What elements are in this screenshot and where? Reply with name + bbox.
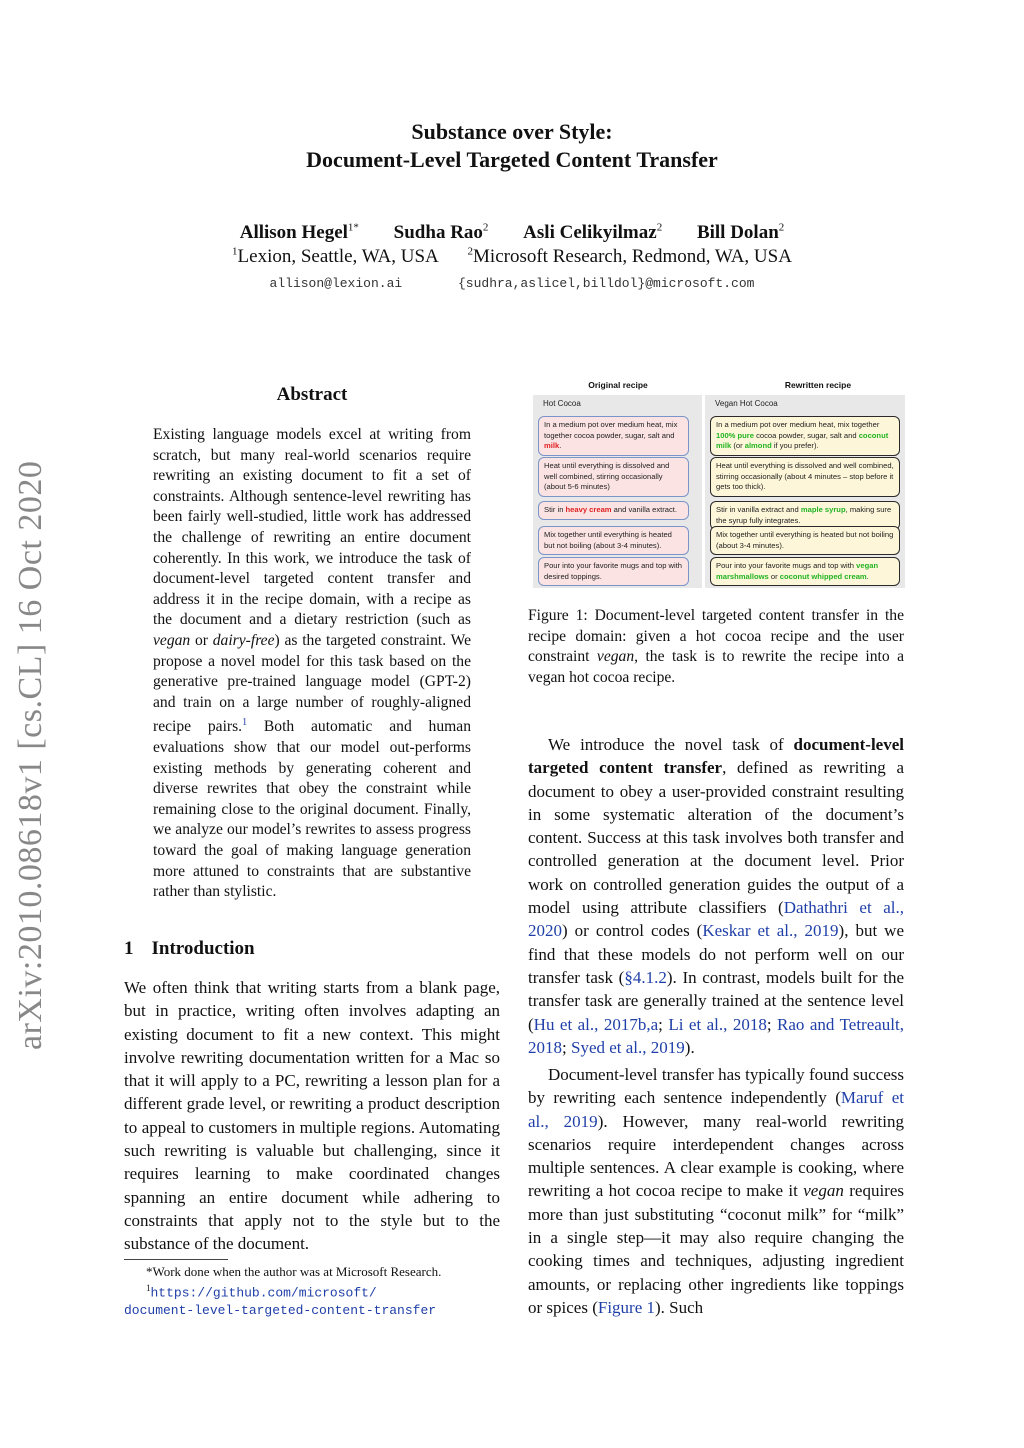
step-text: . [866,571,869,581]
step-text: and vanilla extract. [611,505,677,514]
emphasis: vegan [153,631,191,649]
highlight-added: coconut milk [716,430,889,450]
step-text: . [559,441,562,450]
text-span: ). Such [655,1297,704,1317]
original-recipe-title: Original recipe [588,380,648,390]
step-text: (or [731,441,745,450]
text-span: ). However, many real-world rewriting scenarios require interdependent changes across multiple sentences. A clear example is cooking, where rewriting a hot cocoa recipe to make it [528,1111,904,1201]
highlight-removed: milk [544,441,560,450]
affiliation [468,246,792,267]
caption-text: , the task is to rewrite the recipe into a vegan hot cocoa recipe. [528,648,905,686]
author-sup: 2 [656,222,663,234]
rewritten-recipe-title: Rewritten recipe [784,380,852,390]
footnotes [124,1263,504,1319]
author-sup: 2 [482,222,489,234]
citation-link[interactable]: Maruf et al., 2019 [528,1088,904,1131]
highlight-added: almond [744,441,772,450]
footnote-mark[interactable]: 1 [242,717,248,729]
citation-link[interactable]: Li et al., 2018 [668,1014,767,1034]
text-span: ; [766,1014,778,1034]
arxiv-stamp: arXiv:2010.08618v1 [cs.CL] 16 Oct 2020 [12,460,49,1050]
author-name: Asli Celikyilmaz [523,222,657,244]
email[interactable]: {sudhra,aslicel,billdol}@microsoft.com [457,276,755,291]
step-text: In a medium pot over medium heat, mix together cocoa powder, sugar, salt and [544,420,678,440]
text-span: ; [658,1014,669,1034]
figure-link[interactable]: Figure 1 [597,1297,656,1317]
footnote-1 [124,1280,504,1301]
text-span: ). [684,1037,695,1057]
citation-link[interactable]: Rao and Tetreault, 2018 [528,1014,904,1057]
author [697,222,784,243]
caption-text: Figure 1: Document-level targeted content transfer in the recipe domain: given a hot cocoa recipe and the user constraint [528,607,904,666]
author [523,222,662,243]
text-span: ). In contrast, models built for the transfer task are generally trained at the sentence level ( [528,967,904,1034]
footnote-star: *Work done when the author was at Microsoft Research. [146,1264,442,1279]
recipe-step: Pour into your favorite mugs and top with desired toppings. [538,557,689,586]
affiliations [0,246,1024,268]
section-heading [124,938,255,960]
email[interactable]: allison@lexion.ai [269,276,403,291]
author-name: Sudha Rao [393,222,483,244]
text-span: Existing language models excel at writing from scratch, but many real-world scenarios require rewriting an existing document to fit a set of constraints. Although sentence-level rewriting has been fairly well-studied, little work has addressed the challenge of rewriting an entire document coherently. In this work, we introduce the task of document-level targeted content transfer and address it in the recipe domain, with a recipe as the document and a dietary restriction (such as [153,426,471,629]
citation-link[interactable]: Keskar et al., 2019 [702,921,839,941]
original-recipe-panel [533,395,702,588]
original-recipe-name: Hot Cocoa [543,399,581,408]
citation-link[interactable]: Syed et al., 2019 [570,1037,685,1057]
recipe-step [538,501,689,520]
author-name: Allison Hegel [239,222,348,244]
recipe-step: Mix together until everything is heated but not boiling (about 3-4 minutes). [710,526,900,555]
citation-link[interactable]: Hu et al., 2017b,a [533,1014,659,1034]
step-text: , making sure the syrup fully integrates. [716,505,892,525]
affiliation-text: Lexion, Seattle, WA, USA [237,246,439,268]
github-link-cont[interactable]: document-level-targeted-content-transfer [124,1303,437,1319]
body-paragraph [528,733,904,1059]
highlight-added: vegan marshmallows [716,561,879,581]
text-span: Document-level transfer has typically found success by rewriting each sentence independently ( [528,1065,904,1108]
author-list [0,222,1024,244]
emphasis: vegan [596,648,635,666]
paper-title [0,118,1024,174]
text-span: , defined as rewriting a document to obey a user-provided constraint resulting in some systematic alteration of the document’s content. Success at this task involves both transfer and controlled generation at the document level. Prior work on controlled generation guides the output of a model using attribute classifiers ( [528,758,904,918]
text-span: or [190,631,213,649]
highlight-added: maple syrup [800,505,846,514]
abstract-heading: Abstract [276,384,348,405]
author [240,222,359,243]
text-span: Both automatic and human evaluations show that our model out-performs existing methods by generating coherent and diverse rewrites that obey the constraint while remaining close to the original document. Finally, we analyze our model’s rewrites to assess progress toward the goal of making language generation more attuned to constraints that are substantive rather than stylistic. [153,718,471,901]
step-text: Pour into your favorite mugs and top with [716,561,857,570]
text-span: requires more than just substituting “coconut milk” for “milk” in a single step—it may also require changing the cooking times and techniques, adjusting ingredient amounts, or replacing other ingredients like toppings or spices ( [528,1181,904,1317]
rewritten-recipe-name: Vegan Hot Cocoa [715,399,778,408]
author-sup: 2 [778,222,785,234]
recipe-step: Heat until everything is dissolved and well combined, stirring occasionally (about 5-6 minutes) [538,457,689,497]
text-span: ) as the targeted constraint. We propose a novel model for this task based on the generative pre-trained language model (GPT-2) and train on a large number of roughly-aligned recipe pairs. [153,631,471,736]
step-text: if you prefer). [771,441,819,450]
step-text: Stir in [544,505,566,514]
recipe-step [538,416,689,456]
title-line-1: Substance over Style: [411,119,613,144]
footnote-1-cont [124,1301,504,1319]
figure-1 [533,380,905,588]
author [394,222,489,243]
emails [0,276,1024,291]
section-link[interactable]: §4.1.2 [624,967,667,987]
section-number: 1 [124,938,134,959]
intro-paragraph: We often think that writing starts from a blank page, but in practice, writing often involves adapting an existing document to fit a new context. This might involve rewriting documentation written for a Mac so that it will apply to a PC, rewriting a lesson plan for a different grade level, or rewriting a product description to appeal to customers in multiple regions. Automating such rewriting is valuable but challenging, since it requires learning to make coordinated changes spanning an entire document while adhering to constraints that apply not to the style but to the substance of the document. [124,978,500,1254]
recipe-step: Heat until everything is dissolved and well combined, stirring occasionally (about 4 minutes – stop before it gets too thick). [710,457,900,497]
text-span: ) or control codes ( [562,921,703,941]
step-text: Stir in vanilla extract and [716,505,801,514]
text-span: ; [562,1037,571,1057]
recipe-step: Mix together until everything is heated but not boiling (about 3-4 minutes). [538,526,689,555]
emphasis: vegan [803,1181,844,1201]
highlight-added: 100% pure [716,430,754,440]
rewritten-recipe-panel [705,395,905,588]
body-paragraph [528,1063,904,1319]
author-sup: 1* [347,222,359,234]
section-title: Introduction [151,938,255,959]
step-text: cocoa powder, sugar, salt and [754,430,859,440]
highlight-added: coconut whipped cream [779,571,867,581]
bold-term: document-level targeted content transfer [528,735,904,778]
emphasis: dairy-free [212,631,275,649]
title-line-2: Document-Level Targeted Content Transfer [306,147,718,172]
github-link[interactable]: https://github.com/microsoft/ [150,1285,377,1301]
affiliation-text: Microsoft Research, Redmond, WA, USA [473,246,792,268]
recipe-step [710,416,900,456]
affiliation [232,246,439,267]
citation-link[interactable]: Dathathri et al., 2020 [528,898,904,941]
author-name: Bill Dolan [696,222,779,244]
step-text: or [768,571,780,581]
footnote-number: 1 [146,1283,151,1293]
text-span: ), but we find that these models do not perform well on our transfer task ( [528,921,904,987]
highlight-removed: heavy cream [565,505,612,514]
footnote-divider [124,1259,228,1260]
figure-caption [528,606,904,688]
text-span: We introduce the novel task of [548,735,794,754]
affiliation-sup: 1 [232,246,238,258]
step-text: In a medium pot over medium heat, mix together [716,420,880,429]
affiliation-sup: 2 [467,246,474,258]
abstract-text [153,425,471,903]
recipe-step [710,557,900,586]
